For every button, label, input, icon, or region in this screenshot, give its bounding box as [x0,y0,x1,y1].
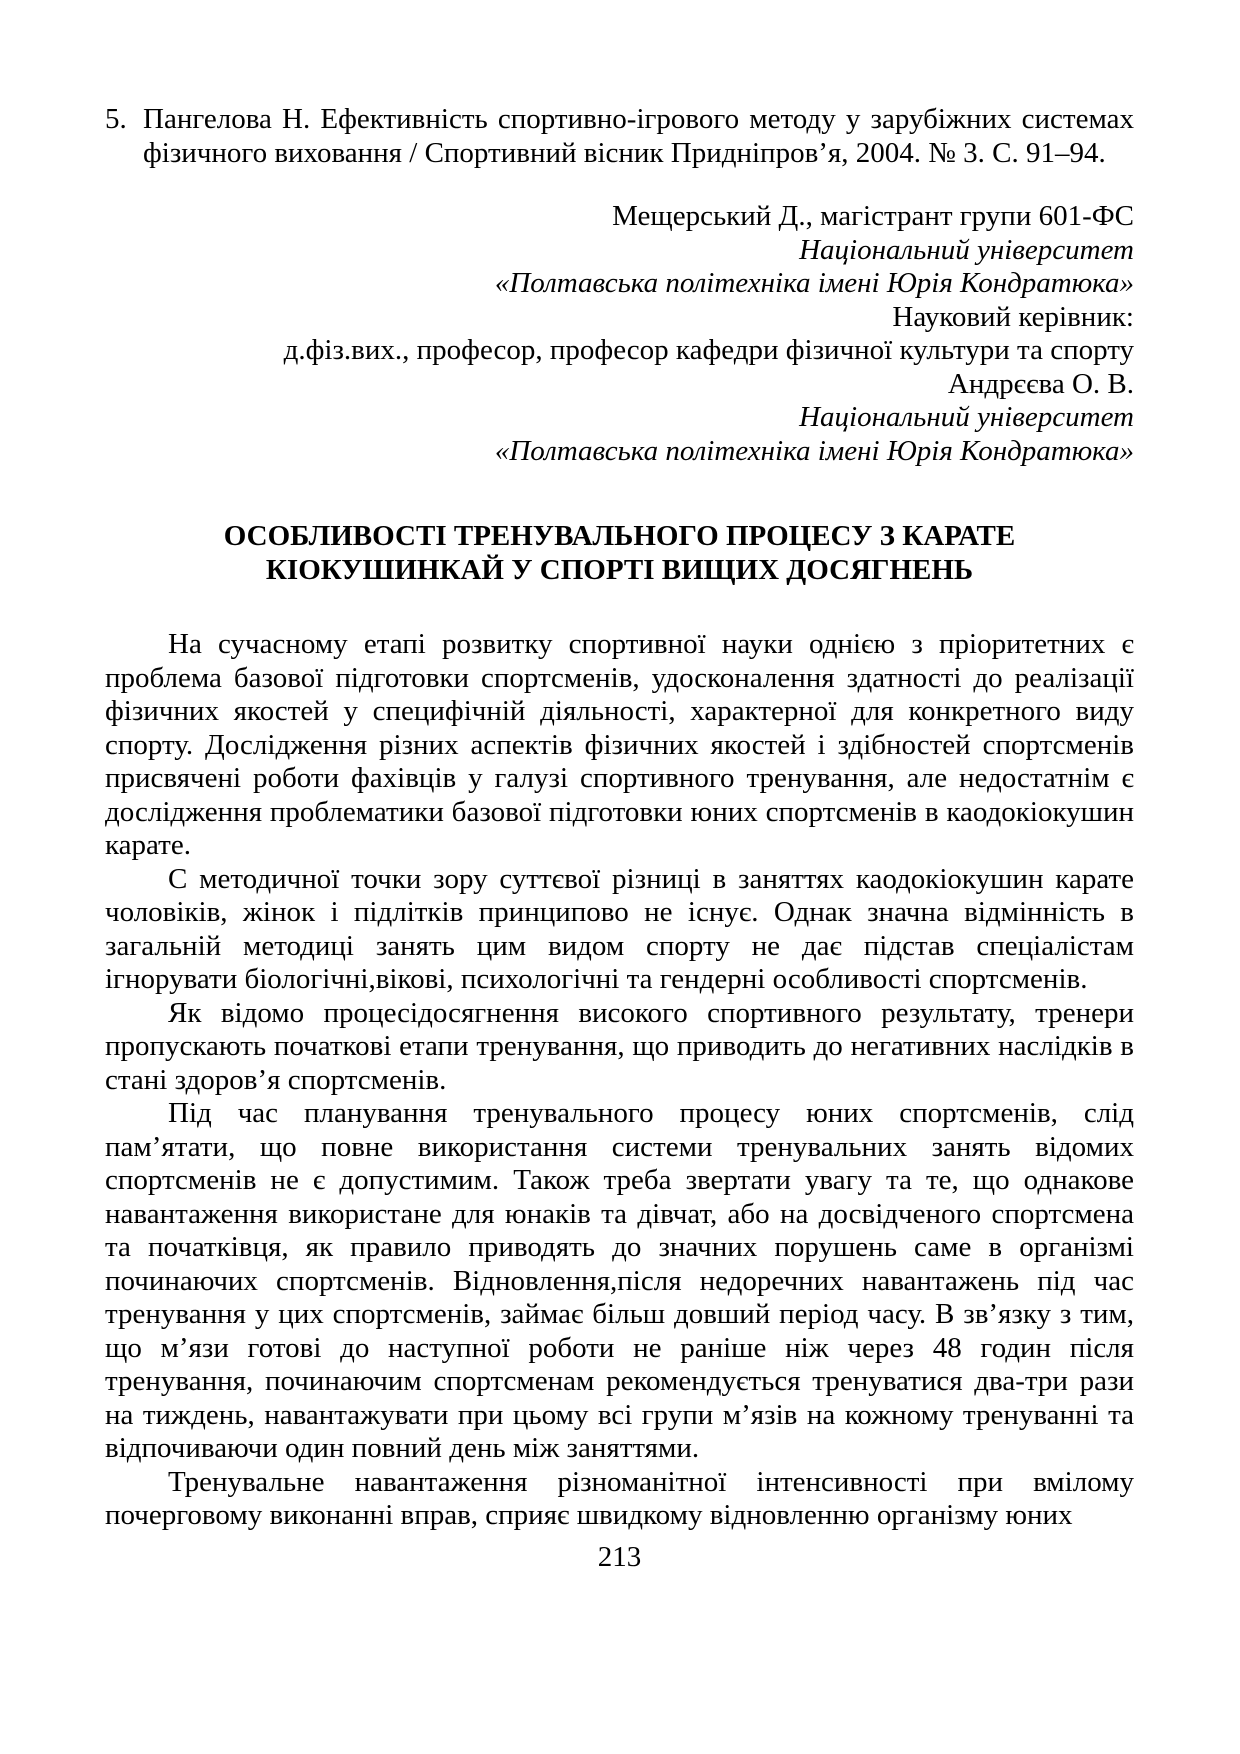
supervisor-name-line: Андрєєва О. В. [947,367,1134,400]
body-paragraph: На сучасному етапі розвитку спортивної науки однією з пріоритетних є проблема базової підготовки спортсменів, удосконалення здатності до реалізації фізичних якостей у специфічній діяльності, характерної для конкретного виду спорту. Дослідження різних аспектів фізичних якостей і здібностей спортсменів присвячені роботи фахівців у галузі спортивного тренування, але недостатнім є дослідження проблематики базової підготовки юних спортсменів в каодокіокушин карате. [105,628,1134,861]
body-paragraph: Під час планування тренувального процесу юних спортсменів, слід пам’ятати, що повне використання системи тренувальних занять відомих спортсменів не є допустимим. Також треба звертати увагу та те, що однакове навантаження використане для юнаків та дівчат, або на досвідченого спортсмена та початківця, як правило приводять до значних порушень саме в організмі починаючих спортсменів. Відновлення,після недоречних навантажень під час тренування у цих спортсменів, займає більш довший період часу. В зв’язку з тим, що м’язи готові до наступної роботи не раніше ніж через 48 годин після тренування, починаючим спортсменам рекомендується тренуватися два-три рази на тиждень, навантажувати при цьому всі групи м’язів на кожному тренуванні та відпочиваючи один повний день між заняттями. [105,1097,1134,1464]
author-block [105,200,1134,468]
body-paragraph: Як відомо процесідосягнення високого спортивного результату, тренери пропускають початкові етапи тренування, що приводить до негативних наслідків в стані здоров’я спортсменів. [105,996,1134,1096]
reference-list [105,103,1134,170]
body-paragraph: Тренувальне навантаження різноманітної інтенсивності при вмілому почерговому виконанні вправ, сприяє швидкому відновленню організму юних [105,1465,1134,1531]
supervisor-title-line: д.фіз.вих., професор, професор кафедри фізичної культури та спорту [283,334,1134,366]
reference-item [105,103,1134,170]
supervisor-affiliation-university-line: Національний університет [799,401,1134,433]
article-body [105,628,1134,1533]
supervisor-affiliation-institution-line: «Полтавська політехніка імені Юрія Кондратюка» [494,434,1134,467]
article-title-line-1: ОСОБЛИВОСТІ ТРЕНУВАЛЬНОГО ПРОЦЕСУ З КАРАТЕ [223,520,1016,552]
page-number: 213 [597,1540,642,1573]
article-title [105,520,1134,587]
body-paragraph: С методичної точки зору суттєвої різниці в заняттях каодокіокушин карате чоловіків, жінок і підлітків принципово не існує. Однак значна відмінність в загальній методиці занять цим видом спорту не дає підстав спеціалістам ігнорувати біологічні,вікові, психологічні та гендерні особливості спортсменів. [105,862,1134,995]
author-affiliation-university-line: Національний університет [799,233,1134,266]
author-name-line: Мещерський Д., магістрант групи 601-ФС [612,200,1134,232]
article-title-line-2: КІОКУШИНКАЙ У СПОРТІ ВИЩИХ ДОСЯГНЕНЬ [265,553,974,586]
reference-number: 5. [105,103,127,135]
reference-text: Пангелова Н. Ефективність спортивно-ігрового методу у зарубіжних системах фізичного виховання / Спортивний вісник Придніпров’я, 2004. № 3. С. 91–94. [143,103,1134,169]
supervisor-label-line: Науковий керівник: [892,300,1134,333]
author-affiliation-institution-line: «Полтавська політехніка імені Юрія Кондратюка» [494,267,1134,299]
